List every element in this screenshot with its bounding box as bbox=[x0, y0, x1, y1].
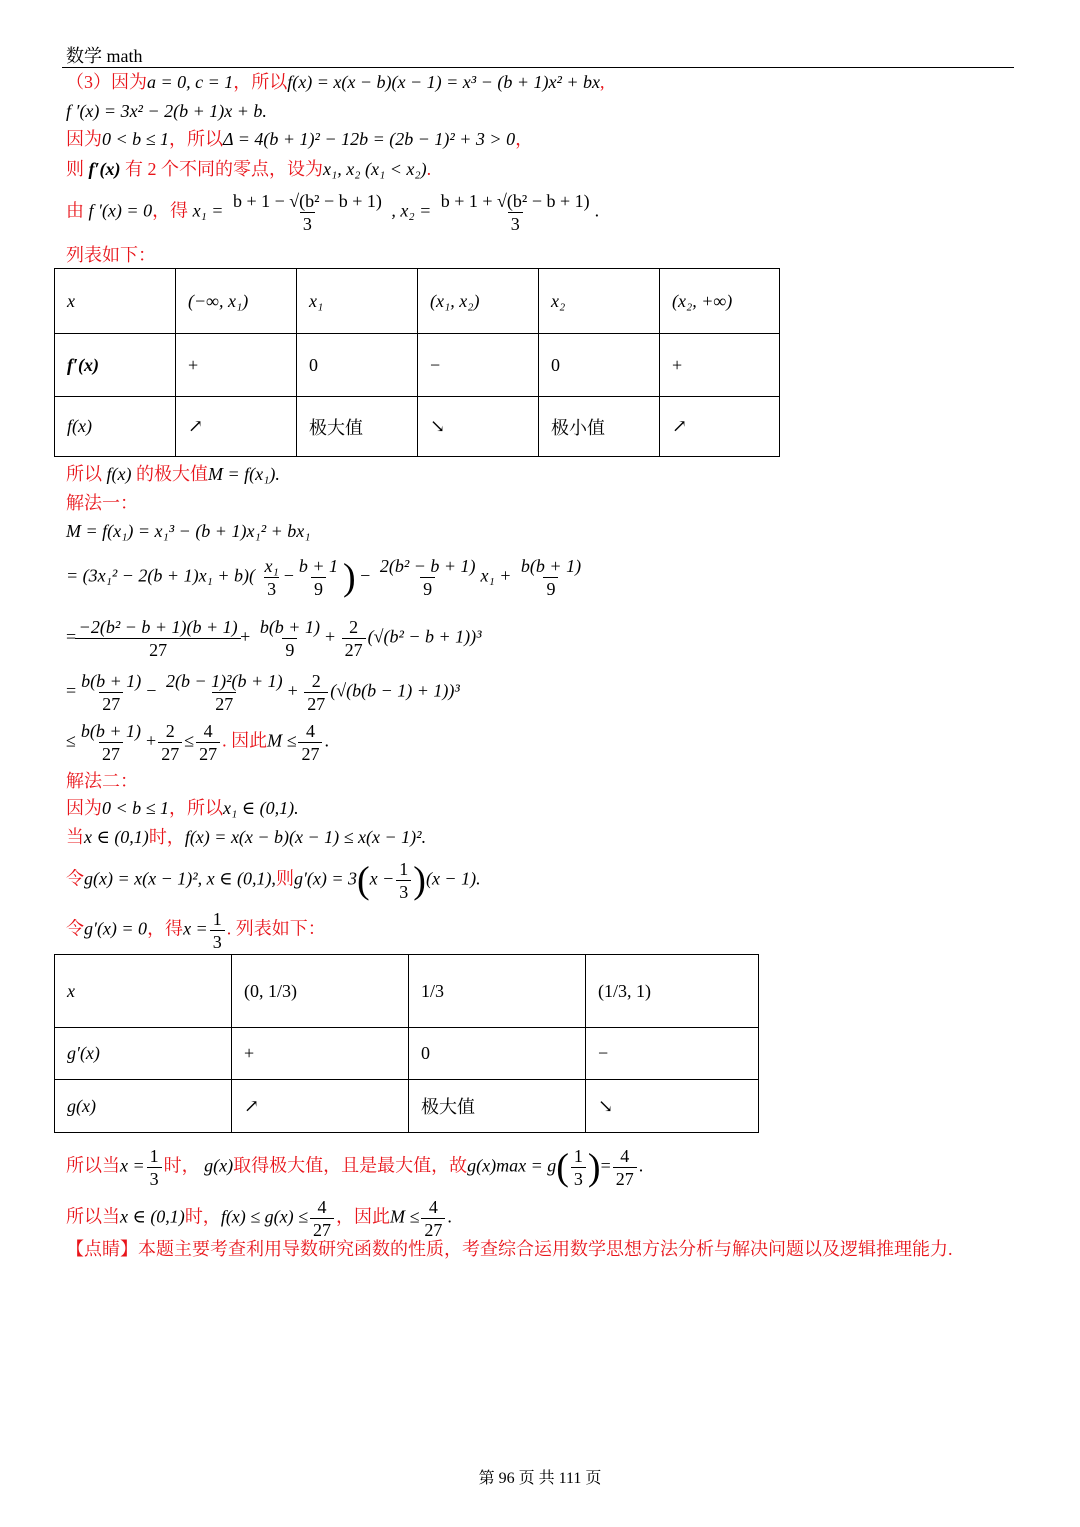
increasing-arrow: ↗ bbox=[660, 397, 780, 457]
sol2-line-3: 令g(x) = x(x − 1)², x ∈ (0,1),则g′(x) = 3(x − $\frac{1}{3}$ )(x − 1). bbox=[66, 859, 481, 902]
sol1-line-2: = (3x₁² − 2(b + 1)x₁ + b)( $\frac{\text{x₁}}{3}$ − $\frac{b + 1}{9}$ ) − $\frac{\text{2(b² − b + 1)}}{9}$ x₁ + $\frac{b(b + 1)}{9}$ bbox=[66, 556, 582, 599]
monotonicity-table-f: x (−∞, x₁) x₁ (x₁, x₂) x₂ (x₂, +∞) f′(x) + 0 − 0 + f(x) ↗ 极大值 ↘ 极小值 ↗ bbox=[54, 268, 780, 457]
line-part3: （3）因为a = 0, c = 1，所以f(x) = x(x − b)(x − 1) = x³ − (b + 1)x² + bx, bbox=[66, 72, 605, 92]
sol2-line-5: 所以当x = $\frac{1}{3}$ 时， g(x)取得极大值，且是最大值，故g(x)max = g( $\frac{1}{3}$ )= $\frac{4}{27}$ . bbox=[66, 1146, 644, 1189]
decreasing-arrow: ↘ bbox=[418, 397, 539, 457]
decreasing-arrow: ↘ bbox=[586, 1080, 759, 1133]
header-divider bbox=[62, 67, 1014, 68]
sol2-line-2: 当x ∈ (0,1)时，f(x) = x(x − b)(x − 1) ≤ x(x − 1)². bbox=[66, 827, 427, 847]
page-header-subject: 数学 math bbox=[66, 46, 143, 66]
sol2-line-1: 因为0 < b ≤ 1，所以x₁ ∈ (0,1). bbox=[66, 798, 299, 818]
solution-2-title: 解法二： bbox=[66, 771, 138, 791]
sol2-line-4: 令g′(x) = 0，得x = $\frac{1}{3}$ . 列表如下： bbox=[66, 909, 326, 952]
sol1-line-3: = $\frac{\text{−2(b² − b + 1)(b + 1)}}{27}$ + $\frac{b(b + 1)}{9}$ + $\frac{2}{27}$ (√(b² − b + 1))³ bbox=[66, 617, 482, 660]
sol1-line-4: = $\frac{b(b + 1)}{27}$ − $\frac{\text{2(b − 1)²(b + 1)}}{27}$ + $\frac{2}{27}$ (√(b(b − 1) + 1))³ bbox=[66, 671, 460, 714]
line-roots: 由 f ′(x) = 0，得 x₁ = $\frac{\text{b + 1 − √(b² − b + 1)}}{3}$ , x₂ = $\frac{\text{b + 1 + √(b² − b + 1)}}{3}$ . bbox=[66, 191, 600, 234]
sol1-line-1: M = f(x₁) = x₁³ − (b + 1)x₁² + bx₁ bbox=[66, 521, 311, 541]
page-footer: 第 96 页 共 111 页 bbox=[478, 1470, 602, 1487]
increasing-arrow: ↗ bbox=[176, 397, 297, 457]
sol2-line-6: 所以当x ∈ (0,1)时，f(x) ≤ g(x) ≤ $\frac{4}{27}$ ，因此M ≤ $\frac{4}{27}$ . bbox=[66, 1197, 452, 1240]
comment-note: 【点睛】本题主要考查利用导数研究函数的性质，考查综合运用数学思想方法分析与解决问题以及逻辑推理能力. bbox=[66, 1239, 953, 1259]
monotonicity-table-g: x (0, 1/3) 1/3 (1/3, 1) g′(x) + 0 − g(x) ↗ 极大值 ↘ bbox=[54, 954, 759, 1133]
line-derivative: f ′(x) = 3x² − 2(b + 1)x + b. bbox=[66, 101, 267, 121]
sol1-line-5: ≤ $\frac{b(b + 1)}{27}$ + $\frac{2}{27}$ ≤ $\frac{4}{27}$ . 因此M ≤ $\frac{4}{27}$ . bbox=[66, 721, 329, 764]
line-discriminant: 因为0 < b ≤ 1，所以Δ = 4(b + 1)² − 12b = (2b − 1)² + 3 > 0， bbox=[66, 129, 534, 149]
solution-1-title: 解法一： bbox=[66, 493, 138, 513]
line-max-value: 所以 f(x) 的极大值M = f(x₁). bbox=[66, 464, 280, 484]
increasing-arrow: ↗ bbox=[232, 1080, 409, 1133]
line-table-intro-1: 列表如下： bbox=[66, 245, 156, 265]
line-zeros: 则 f′(x) 有 2 个不同的零点，设为x₁, x₂ (x₁ < x₂). bbox=[66, 159, 432, 179]
